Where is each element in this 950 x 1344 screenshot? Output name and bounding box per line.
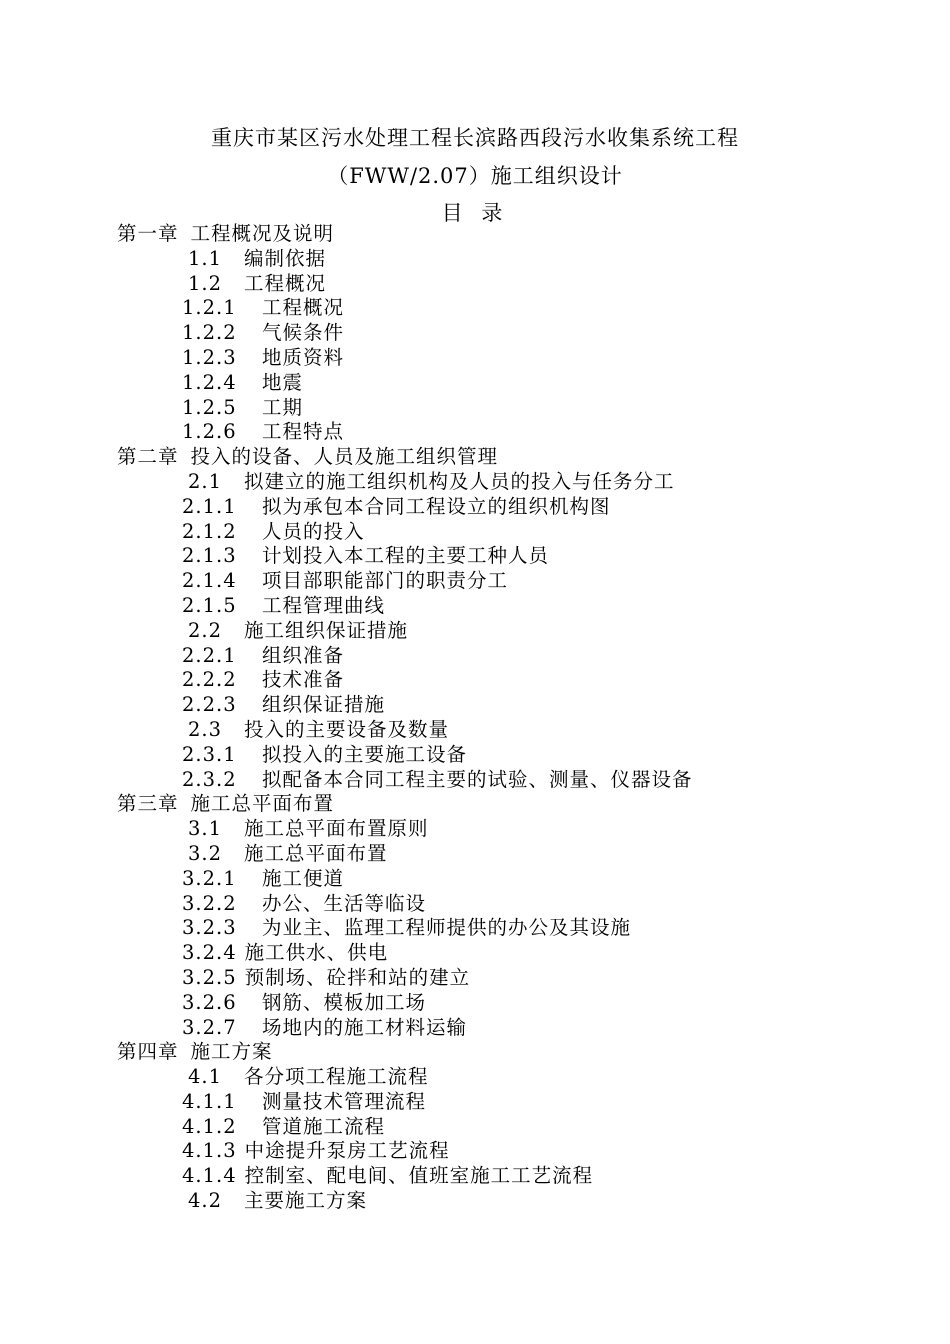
toc-entry-title: 各分项工程施工流程 — [244, 1065, 429, 1089]
toc-entry[interactable] — [0, 1189, 950, 1214]
toc-entry-title: 中途提升泵房工艺流程 — [244, 1139, 450, 1163]
toc-entry[interactable] — [0, 1164, 950, 1189]
toc-entry-number: 3.2.6 — [182, 990, 237, 1014]
toc-entry[interactable] — [0, 1090, 950, 1115]
toc-entry-number: 1.2.2 — [182, 321, 237, 345]
toc-entry-title: 人员的投入 — [262, 519, 365, 543]
toc-entry-title: 办公、生活等临设 — [262, 891, 427, 915]
toc-entry-number: 第四章 — [117, 1040, 179, 1064]
toc-entry[interactable] — [0, 569, 950, 594]
toc-entry-number: 2.2 — [188, 618, 223, 642]
toc-entry[interactable] — [0, 371, 950, 396]
toc-entry-number: 1.2.4 — [182, 370, 237, 394]
toc-entry[interactable] — [0, 892, 950, 917]
toc-entry-number: 2.1.5 — [182, 593, 237, 617]
toc-entry-number: 第二章 — [117, 445, 179, 469]
toc-entry[interactable] — [0, 1139, 950, 1164]
toc-entry[interactable] — [0, 321, 950, 346]
toc-entry[interactable] — [0, 991, 950, 1016]
toc-entry[interactable] — [0, 966, 950, 991]
toc-entry-title: 施工方案 — [190, 1040, 273, 1064]
toc-entry[interactable] — [0, 1016, 950, 1041]
toc-entry-number: 1.2.5 — [182, 395, 237, 419]
toc-entry-number: 3.2.7 — [182, 1015, 237, 1039]
toc-entry-number: 第三章 — [117, 792, 179, 816]
toc-entry-number: 1.2.6 — [182, 420, 237, 444]
toc-entry-title: 技术准备 — [262, 668, 345, 692]
toc-entry[interactable] — [0, 272, 950, 297]
toc-chapter[interactable] — [0, 792, 950, 817]
toc-entry[interactable] — [0, 495, 950, 520]
toc-entry[interactable] — [0, 594, 950, 619]
toc-entry[interactable] — [0, 346, 950, 371]
toc-entry-title: 预制场、砼拌和站的建立 — [244, 965, 471, 989]
document-title: 重庆市某区污水处理工程长滨路西段污水收集系统工程 — [211, 126, 739, 150]
toc-entry-number: 3.1 — [188, 817, 223, 841]
toc-entry-number: 第一章 — [117, 222, 179, 245]
toc-entry-title: 工期 — [262, 395, 304, 419]
toc-entry[interactable] — [0, 1065, 950, 1090]
toc-entry-title: 控制室、配电间、值班室施工工艺流程 — [244, 1164, 594, 1188]
toc-entry-number: 2.3.1 — [182, 742, 237, 766]
toc-entry-number: 2.2.1 — [182, 643, 237, 667]
toc-entry-title: 计划投入本工程的主要工种人员 — [262, 544, 550, 568]
toc-entry[interactable] — [0, 1115, 950, 1140]
toc-entry-title: 施工组织保证措施 — [244, 618, 409, 642]
toc-entry[interactable] — [0, 867, 950, 892]
toc-entry-title: 地震 — [262, 370, 304, 394]
toc-entry-title: 主要施工方案 — [244, 1189, 368, 1213]
toc-entry[interactable] — [0, 916, 950, 941]
toc-chapter[interactable] — [0, 222, 950, 247]
toc-entry-title: 测量技术管理流程 — [262, 1089, 427, 1113]
toc-entry-number: 3.2.4 — [182, 941, 237, 965]
toc-entry-number: 2.1.1 — [182, 494, 237, 518]
toc-entry-number: 3.2.3 — [182, 916, 237, 940]
toc-entry-title: 拟配备本合同工程主要的试验、测量、仪器设备 — [262, 767, 693, 791]
toc-entry-number: 2.3 — [188, 717, 223, 741]
toc-entry[interactable] — [0, 668, 950, 693]
toc-entry-title: 为业主、监理工程师提供的办公及其设施 — [262, 916, 632, 940]
toc-entry-title: 施工总平面布置 — [244, 841, 388, 865]
toc-entry-number: 1.1 — [188, 246, 223, 270]
toc-entry[interactable] — [0, 817, 950, 842]
toc-chapter[interactable] — [0, 1040, 950, 1065]
toc-entry[interactable] — [0, 247, 950, 272]
toc-entry[interactable] — [0, 619, 950, 644]
toc-entry-number: 1.2.3 — [182, 345, 237, 369]
toc-entry[interactable] — [0, 718, 950, 743]
toc-entry-title: 拟投入的主要施工设备 — [262, 742, 468, 766]
toc-entry-title: 施工便道 — [262, 866, 345, 890]
toc-entry-title: 管道施工流程 — [262, 1114, 386, 1138]
toc-entry-title: 工程特点 — [262, 420, 345, 444]
toc-entry-title: 施工总平面布置 — [190, 792, 335, 816]
toc-entry-number: 4.1.2 — [182, 1114, 237, 1138]
toc-entry-title: 地质资料 — [262, 345, 345, 369]
toc-entry-number: 3.2.2 — [182, 891, 237, 915]
toc-entry[interactable] — [0, 396, 950, 421]
toc-entry-title: 组织保证措施 — [262, 693, 386, 717]
toc-entry-number: 1.2.1 — [182, 296, 237, 320]
toc-entry-title: 投入的设备、人员及施工组织管理 — [190, 445, 499, 469]
toc-entry-number: 3.2.5 — [182, 965, 237, 989]
toc-entry-number: 2.1.2 — [182, 519, 237, 543]
toc-entry[interactable] — [0, 470, 950, 495]
toc-entry-title: 钢筋、模板加工场 — [262, 990, 427, 1014]
toc-entry[interactable] — [0, 544, 950, 569]
table-of-contents — [0, 222, 950, 1214]
toc-entry-title: 工程管理曲线 — [262, 593, 386, 617]
toc-entry-number: 2.3.2 — [182, 767, 237, 791]
toc-entry-number: 3.2 — [188, 841, 223, 865]
toc-entry-title: 拟为承包本合同工程设立的组织机构图 — [262, 494, 611, 518]
toc-entry-title: 编制依据 — [244, 246, 327, 270]
toc-entry-number: 4.1.4 — [182, 1164, 237, 1188]
toc-entry-title: 项目部职能部门的职责分工 — [262, 569, 509, 593]
toc-entry[interactable] — [0, 743, 950, 768]
toc-entry-number: 2.1.4 — [182, 569, 237, 593]
toc-entry-title: 气候条件 — [262, 321, 345, 345]
toc-entry-number: 2.2.2 — [182, 668, 237, 692]
document-subtitle: （FWW/2.07）施工组织设计 — [327, 164, 623, 188]
toc-entry[interactable] — [0, 768, 950, 793]
toc-entry[interactable] — [0, 296, 950, 321]
toc-entry-title: 工程概况 — [262, 296, 345, 320]
toc-entry[interactable] — [0, 520, 950, 545]
toc-entry[interactable] — [0, 644, 950, 669]
toc-entry-title: 施工供水、供电 — [244, 941, 389, 965]
toc-entry[interactable] — [0, 693, 950, 718]
toc-entry-title: 拟建立的施工组织机构及人员的投入与任务分工 — [244, 469, 675, 493]
toc-entry-number: 4.2 — [188, 1189, 223, 1213]
toc-entry-title: 施工总平面布置原则 — [244, 817, 429, 841]
toc-entry-number: 4.1.1 — [182, 1089, 237, 1113]
toc-entry[interactable] — [0, 420, 950, 445]
toc-entry-number: 2.1.3 — [182, 544, 237, 568]
toc-entry-number: 2.1 — [188, 469, 223, 493]
toc-entry[interactable] — [0, 842, 950, 867]
toc-entry-number: 2.2.3 — [182, 693, 237, 717]
toc-chapter[interactable] — [0, 445, 950, 470]
toc-entry-title: 投入的主要设备及数量 — [244, 717, 450, 741]
toc-entry[interactable] — [0, 941, 950, 966]
toc-heading: 目 录 — [441, 201, 509, 225]
toc-entry-number: 4.1 — [188, 1065, 223, 1089]
toc-entry-title: 工程概况 — [244, 271, 327, 295]
toc-entry-title: 组织准备 — [262, 643, 345, 667]
toc-entry-number: 1.2 — [188, 271, 223, 295]
toc-entry-title: 工程概况及说明 — [190, 222, 335, 245]
toc-entry-title: 场地内的施工材料运输 — [262, 1015, 468, 1039]
toc-entry-number: 4.1.3 — [182, 1139, 237, 1163]
toc-entry-number: 3.2.1 — [182, 866, 237, 890]
